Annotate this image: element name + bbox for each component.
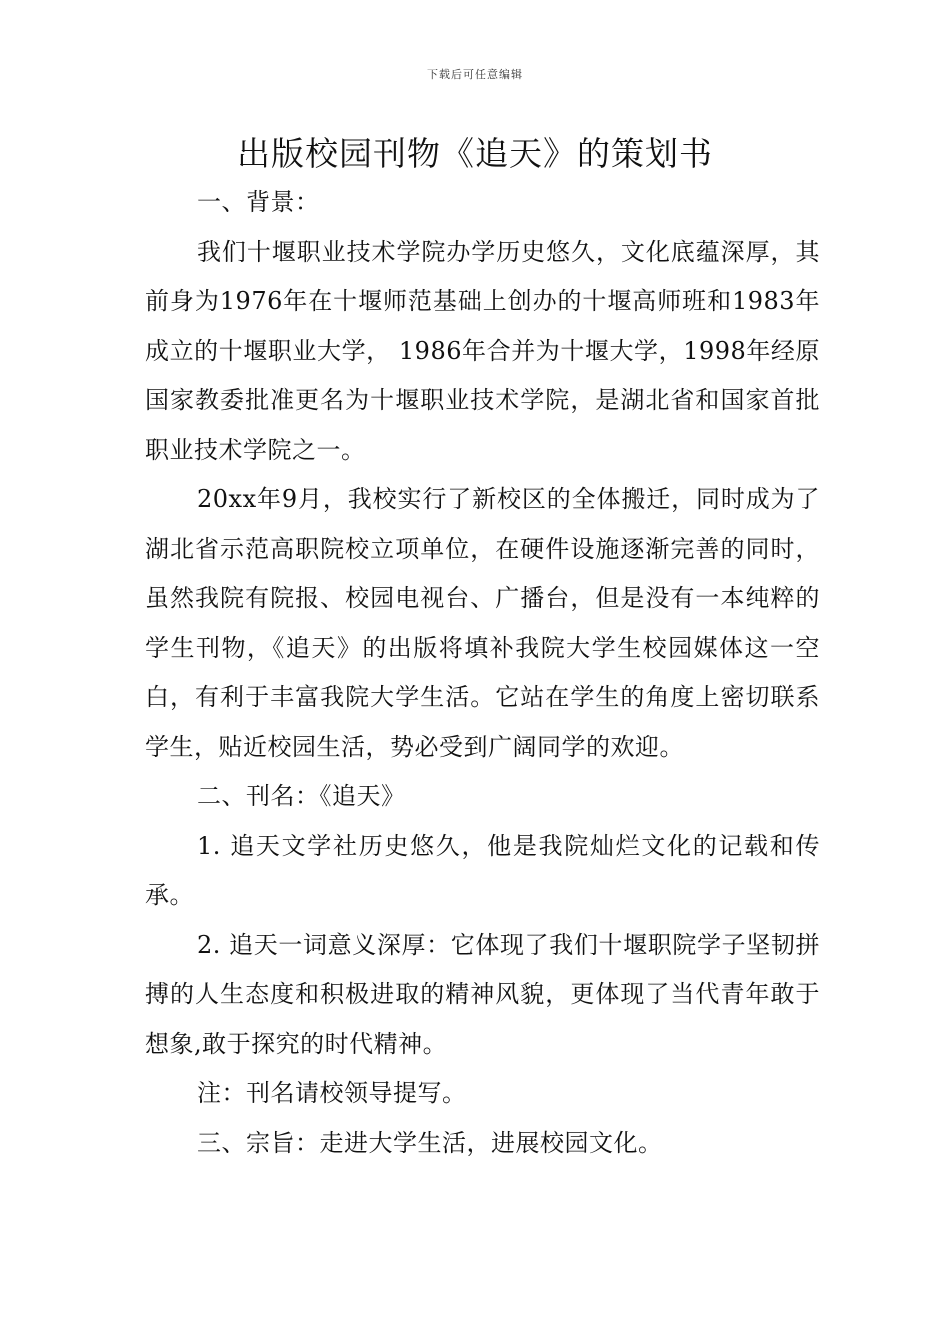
section-heading-name: 二、刊名：《追天》 bbox=[197, 782, 406, 810]
list-item-1: 1. 追天文学社历史悠久，他是我院灿烂文化的记载和传承。 bbox=[145, 831, 820, 909]
paragraph-history: 我们十堰职业技术学院办学历史悠久，文化底蕴深厚，其前身为1976年在十堰师范基础上创办的十堰高师班和1983年成立的十堰职业大学， 1986年合并为十堰大学，1998年经原国家教委批准更名为十堰职业技术学院，是湖北省和国家首批职业技术学院之一。 bbox=[145, 237, 820, 464]
list-item-2: 2. 追天一词意义深厚：它体现了我们十堰职院学子坚韧拼搏的人生态度和积极进取的精神风貌，更体现了当代青年敢于想象,敢于探究的时代精神。 bbox=[145, 930, 820, 1058]
document-body bbox=[145, 178, 820, 1168]
header-note: 下载后可任意编辑 bbox=[427, 68, 523, 81]
section-heading-background: 一、背景： bbox=[197, 188, 320, 216]
note: 注：刊名请校领导提写。 bbox=[197, 1079, 467, 1107]
paragraph-campus: 20xx年9月，我校实行了新校区的全体搬迁，同时成为了湖北省示范高职院校立项单位，在硬件设施逐渐完善的同时，虽然我院有院报、校园电视台、广播台，但是没有一本纯粹的学生刊物，《追天》的出版将填补我院大学生校园媒体这一空白，有利于丰富我院大学生活。它站在学生的角度上密切联系学生，贴近校园生活，势必受到广阔同学的欢迎。 bbox=[145, 485, 820, 761]
document-title: 出版校园刊物《追天》的策划书 bbox=[237, 134, 713, 173]
section-heading-purpose: 三、宗旨：走进大学生活，进展校园文化。 bbox=[197, 1128, 663, 1157]
